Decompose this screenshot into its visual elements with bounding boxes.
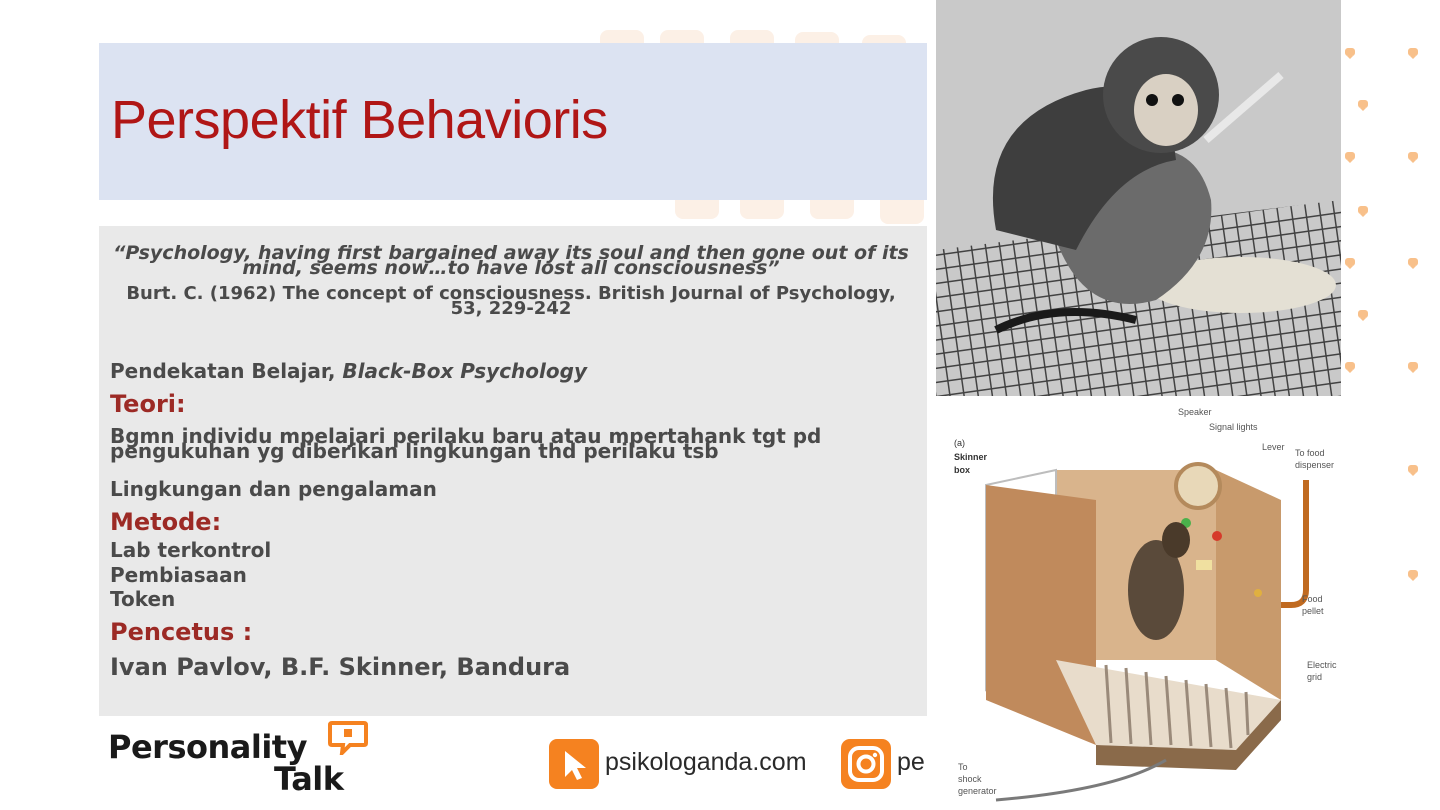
instagram-glyph xyxy=(841,739,891,789)
website-link[interactable]: psikologanda.com xyxy=(605,748,807,776)
instagram-handle[interactable]: pe xyxy=(897,748,925,776)
list-item: Token xyxy=(110,587,176,611)
diagram-label-shock-2: shock xyxy=(958,774,982,784)
diagram-label-speaker: Speaker xyxy=(1178,407,1212,417)
cursor-glyph xyxy=(549,739,599,789)
approach-italic: Black-Box Psychology xyxy=(342,359,587,383)
diagram-label-food-dispenser-2: dispenser xyxy=(1295,460,1335,470)
diagram-label-electric-grid-1: Electric xyxy=(1307,660,1337,670)
monkey-illustration xyxy=(936,0,1341,396)
speech-bubble-icon xyxy=(328,721,368,755)
slide-title: Perspektif Behavioris xyxy=(111,90,608,150)
list-item: Lab terkontrol xyxy=(110,538,272,562)
diagram-label-electric-grid-2: grid xyxy=(1307,672,1323,682)
diagram-label-shock-3: generator xyxy=(958,786,997,796)
logo-text-line2: Talk xyxy=(274,760,344,798)
diagram-label-food-dispenser-1: To food xyxy=(1295,448,1325,458)
monkey-photo xyxy=(936,0,1341,396)
list-item: Pembiasaan xyxy=(110,562,247,587)
approach-prefix: Pendekatan Belajar, xyxy=(110,359,336,383)
quote-text: “Psychology, having first bargained away its soul and then gone out of its mind, seems now…to have lost all consciousness” xyxy=(113,242,909,279)
diagram-label-box: box xyxy=(954,465,971,475)
metode-list xyxy=(110,538,271,612)
skinner-box-diagram xyxy=(936,400,1406,810)
content-box xyxy=(99,226,927,716)
diagram-label-signal-lights: Signal lights xyxy=(1209,422,1258,432)
approach-line xyxy=(110,359,587,383)
quote-citation: Burt. C. (1962) The concept of consciousness. British Journal of Psychology, 53, 229-242 xyxy=(126,283,896,319)
logo-text-line1: Personality xyxy=(108,728,307,766)
diagram-label-skinner: Skinner xyxy=(954,452,988,462)
skinner-box-illustration xyxy=(936,400,1406,810)
personality-talk-logo xyxy=(108,726,378,798)
teori-heading: Teori: xyxy=(110,390,186,418)
diagram-label-a: (a) xyxy=(954,438,965,448)
cursor-icon[interactable] xyxy=(549,739,599,789)
instagram-icon[interactable] xyxy=(841,739,891,789)
diagram-label-food-pellet-1: Food xyxy=(1302,594,1323,604)
title-box xyxy=(99,43,927,200)
lingkungan-text: Lingkungan dan pengalaman xyxy=(110,477,437,501)
diagram-label-food-pellet-2: pellet xyxy=(1302,606,1324,616)
metode-heading: Metode: xyxy=(110,508,222,536)
diagram-label-shock-1: To xyxy=(958,762,968,772)
pencetus-heading: Pencetus : xyxy=(110,618,253,646)
pencetus-value: Ivan Pavlov, B.F. Skinner, Bandura xyxy=(110,653,571,681)
teori-description: Bgmn individu mpelajari perilaku baru atau mpertahank tgt pd pengukuhan yg diberikan lingkungan thd perilaku tsb xyxy=(110,424,822,463)
diagram-label-lever: Lever xyxy=(1262,442,1285,452)
